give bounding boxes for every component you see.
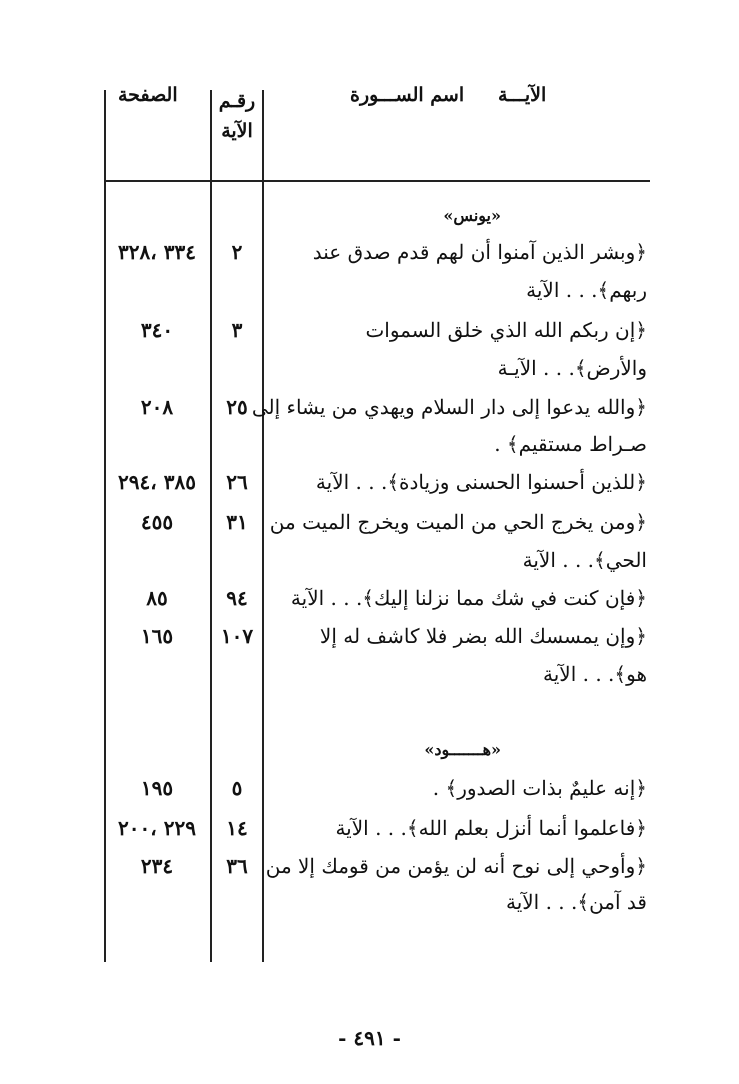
header-separator <box>104 180 650 182</box>
verse-line: ﴿والله يدعوا إلى دار السلام ويهدي من يشاء إلى <box>251 395 647 419</box>
verse-line: والأرض﴾. . . الآيـة <box>497 356 647 380</box>
page-number: - ٤٩١ - <box>338 1026 401 1050</box>
verse-line: ﴿للذين أحسنوا الحسنى وزيادة﴾. . . الآية <box>315 470 647 494</box>
page-reference: ٣٣٤ ،٣٢٨ <box>118 240 196 264</box>
page-reference: ١٩٥ <box>140 776 174 800</box>
verse-line: ﴿وإن يمسسك الله بضر فلا كاشف له إلا <box>319 624 647 648</box>
header-ayah-number-line-1: رقـم <box>218 90 256 112</box>
verse-line: ﴿فاعلموا أنما أنزل بعلم الله﴾. . . الآية <box>335 816 647 840</box>
header-surah-label: اسم الســـورة <box>350 84 465 106</box>
verse-line: هو﴾. . . الآية <box>543 662 647 686</box>
verse-line: ﴿وأوحي إلى نوح أنه لن يؤمن من قومك إلا من <box>265 854 647 878</box>
verse-line: ﴿إن ربكم الله الذي خلق السموات <box>365 318 647 342</box>
ayah-number: ٥ <box>231 776 243 800</box>
verse-line: ﴿ومن يخرج الحي من الميت ويخرج الميت من <box>269 510 647 534</box>
ayah-number: ٣١ <box>226 510 248 534</box>
page-reference: ٢٢٩ ،٢٠٠ <box>118 816 196 840</box>
verse-line: قد آمن﴾. . . الآية <box>505 890 647 914</box>
header-page-label: الصفحة <box>118 84 178 106</box>
ayah-number: ٢ <box>231 240 243 264</box>
ayah-number: ٢٦ <box>226 470 248 494</box>
surah-title-yunus: «يونس» <box>443 206 501 225</box>
page-reference: ٢٠٨ <box>140 395 174 419</box>
page-reference: ١٦٥ <box>140 624 174 648</box>
ayah-number: ٣ <box>231 318 243 342</box>
header-ayah-label: الآيـــة <box>498 84 547 106</box>
header-ayah-number-label <box>212 86 262 146</box>
verse-line: الحي﴾. . . الآية <box>522 548 647 572</box>
page-reference: ٨٥ <box>146 586 168 610</box>
verse-line: ﴿إنه عليمٌ بذات الصدور﴾ . <box>432 776 647 800</box>
verse-line: ﴿وبشر الذين آمنوا أن لهم قدم صدق عند <box>312 240 647 264</box>
page-reference: ٣٨٥ ،٢٩٤ <box>118 470 196 494</box>
surah-title-hud: «هـــــــود» <box>424 740 501 759</box>
verse-line: صـراط مستقيم﴾ . <box>494 432 647 456</box>
ayah-number: ٢٥ <box>226 395 248 419</box>
ayah-number: ٣٦ <box>226 854 248 878</box>
page-reference: ٣٤٠ <box>140 318 174 342</box>
ayah-number: ١٠٧ <box>220 624 254 648</box>
ayah-number: ٩٤ <box>226 586 248 610</box>
verse-line: ربهم﴾. . . الآية <box>526 278 647 302</box>
header-ayah-number-line-2: الآية <box>221 120 253 142</box>
page-reference: ٢٣٤ <box>140 854 174 878</box>
ayah-number: ١٤ <box>226 816 248 840</box>
verse-line: ﴿فإن كنت في شك مما نزلنا إليك﴾. . . الآية <box>290 586 647 610</box>
table-rule-right <box>262 90 264 962</box>
page-reference: ٤٥٥ <box>140 510 174 534</box>
